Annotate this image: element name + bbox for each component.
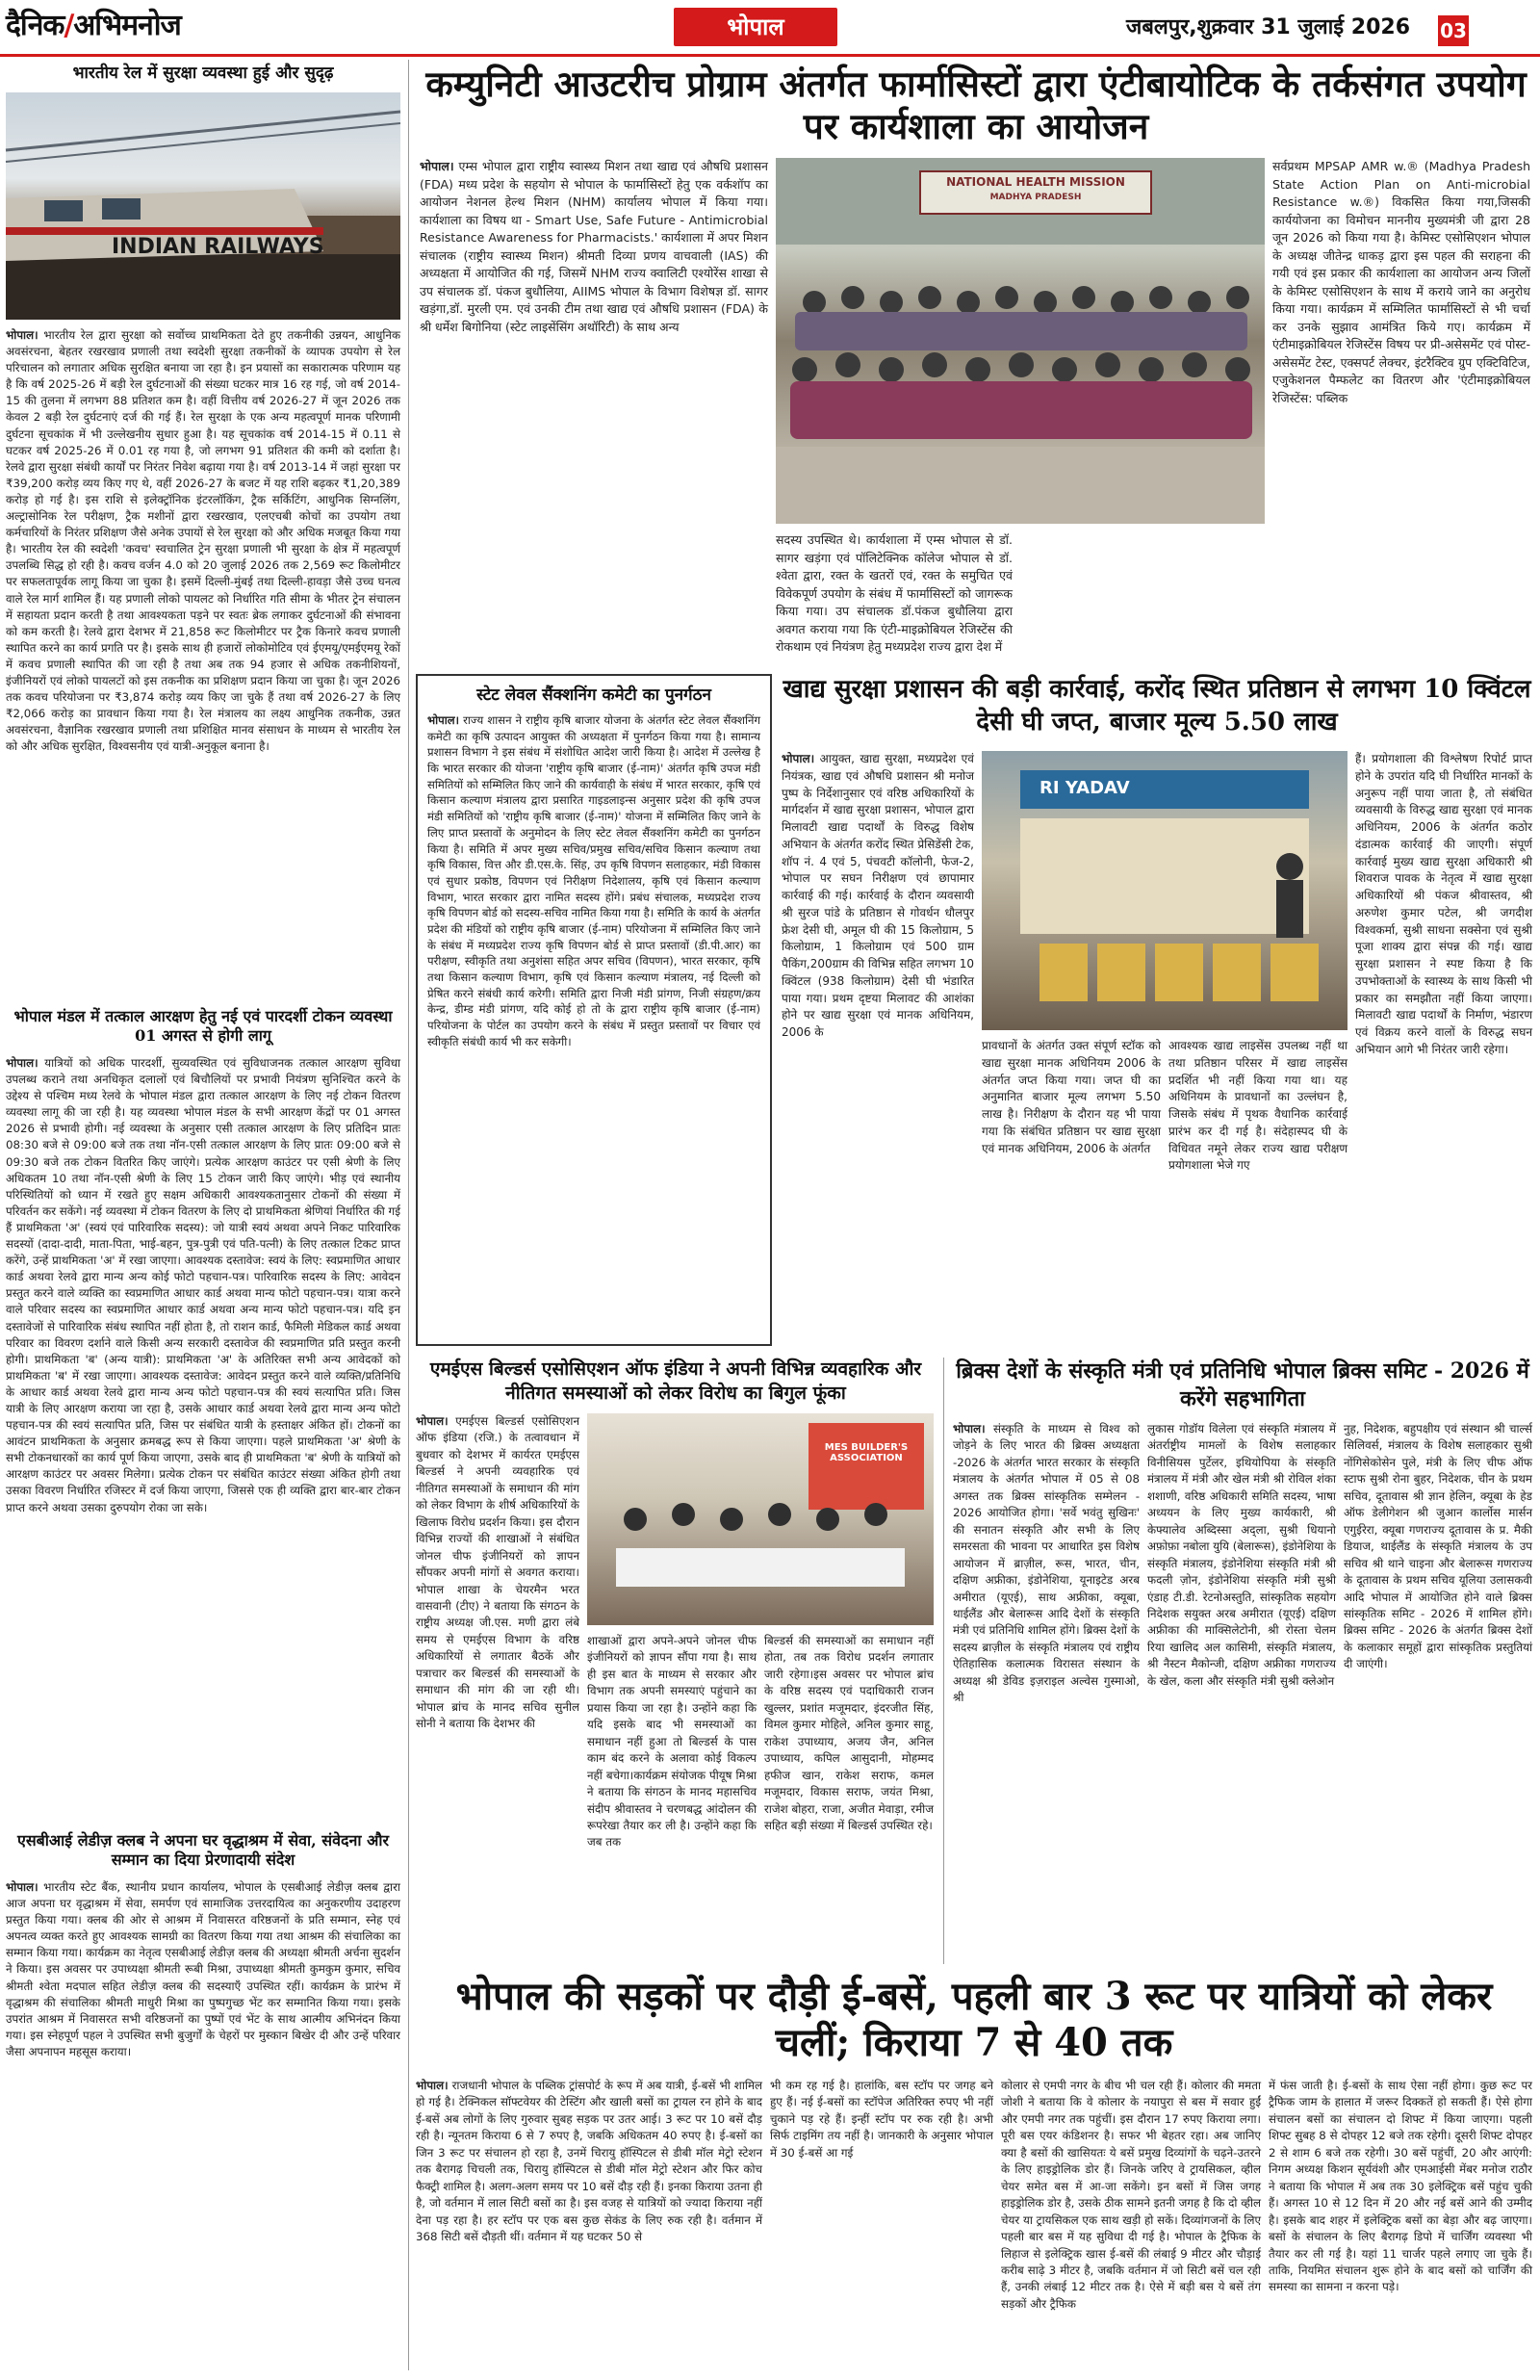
workshop-col1-text: एम्स भोपाल द्वारा राष्ट्रीय स्वास्थ्य मिशन तथा खाद्य एवं औषधि प्रशासन (FDA) मध्य प्रदेश के सहयोग से भोपाल के फार्मासिस्टों हेतु एक वर्कशॉप का आयोजन नेशनल हेल्थ मिशन (NHM) कार्यालय भोपाल में किया गया। कार्यशाला का विषय था - Smart Use, Safe Future - Antimicrobial Resistance Awareness for Pharmacists.' कार्यशाला में अपर मिशन संचालक (राष्ट्रीय स्वास्थ्य मिशन) श्रीमती दिव्या प्रणय वाचवाली (IAS) की अध्यक्षता में आयोजित की गई, जिसमें NHM राज्य क्वालिटी एश्योरेंस शाखा से उप संचालक डॉ. पंकज बुधौलिया, AIIMS भोपाल के विभाग विशेषज्ञ डॉ. सागर खड़ंगा,डॉ. मुरली एम. एवं उनकी टीम तथा खाद्य एवं औषधि प्रशासन (FDA) के श्री धर्मेश बिगोनिया (स्टेट लाइसेंसिंग अथॉरिटी) के साथ अन्य — [420, 159, 768, 334]
workshop-dateline: भोपाल। — [420, 159, 454, 173]
food-col4-text: हैं। प्रयोगशाला की विश्लेषण रिपोर्ट प्राप्त होने के उपरांत यदि घी निर्धारित मानकों के अनुरूप नहीं पाया जाता है, तो संबंधित व्यवसायी के विरुद्ध खाद्य सुरक्षा एवं मानक अधिनियम, 2006 के अंतर्गत कठोर दंडात्मक कार्रवाई की जाएगी। संपूर्ण कार्रवाई मुख्य खाद्य सुरक्षा अधिकारी श्री शिवराज पावक के नेतृत्व में खाद्य सुरक्षा अधिकारियों श्री पंकज श्रीवास्तव, श्री अरुणेश कुमार पटेल, श्री जगदीश विश्वकर्मा, सुश्री साधना सक्सेना एवं सुश्री पूजा शाक्य द्वारा संपन्न की गई। खाद्य सुरक्षा प्रशासन ने स्पष्ट किया है कि उपभोक्ताओं के स्वास्थ्य के साथ किसी भी प्रकार का समझौता नहीं किया जाएगा। मिलावटी खाद्य पदार्थों के निर्माण, भंडारण एवं विक्रय करने वालों के विरुद्ध सघन अभियान आगे भी निरंतर जारी रहेगा। — [1355, 752, 1532, 1056]
shop-raid-illustration — [982, 751, 1348, 1030]
brand-left: दैनिक — [6, 9, 64, 42]
ebus-col5-text: में फंस जाती है। ई-बसों के साथ ऐसा नहीं होगा। कुछ रूट पर ट्रैफिक जाम के हालात में जरूर दिक्कतें हो सकती हैं। ऐसे होगा संचालन बसों का संचालन दो शिफ्ट में किया जाएगा। पहली शिफ्ट सुबह 8 से दोपहर 12 बजे तक रहेगी। दूसरी शिफ्ट दोपहर 2 से शाम 6 बजे तक रहेगी। 30 बसें पहुंचीं, 20 और आएंगी: निगम अध्यक्ष किशन सूर्यवंशी और एमआईसी मेंबर मनोज राठौर ने बताया कि भोपाल में अब तक 30 इलेक्ट्रिक बसें पहुंच चुकी हैं। अगस्त 10 से 12 दिन में 20 और नई बसें आने की उम्मीद है। इसके बाद शहर में इलेक्ट्रिक बसों का बेड़ा और बढ़ जाएगा। बसों के संचालन के लिए बैरागढ़ डिपो में चार्जिंग व्यवस्था भी तैयार कर ली गई है। यहां 11 चार्जर पहले लगाए जा चुके हैं। ताकि, नियमित संचालन शुरू होने के बाद बसों को चार्जिंग की समस्या का सामना न करना पड़े। — [1269, 2079, 1532, 2294]
food-col3-text: आवश्यक खाद्य लाइसेंस उपलब्ध नहीं था तथा प्रतिष्ठान परिसर में खाद्य लाइसेंस प्रदर्शित भी नहीं किया गया था। यह अधिनियम के प्रावधानों का उल्लंघन है, जिसके संबंध में पृथक वैधानिक कार्रवाई प्रारंभ कर दी गई है। संदेहास्पद घी के विधिवत नमूने लेकर राज्य खाद्य परीक्षण प्रयोगशाला भेजे गए — [1168, 1039, 1348, 1173]
builders-banner-text: MES BUILDER'S ASSOCIATION — [824, 1442, 909, 1463]
sbi-dateline: भोपाल। — [6, 1880, 38, 1894]
committee-body-text: राज्य शासन ने राष्ट्रीय कृषि बाजार योजना के अंतर्गत स्टेट लेवल सैंक्शनिंग कमेटी का कृषि उत्पादन आयुक्त की अध्यक्षता में पुनर्गठन किया गया है। सामान्य प्रशासन विभाग ने इस संबंध में संशोधित आदेश जारी किया है। आदेश में उल्लेख है कि भारत सरकार की योजना 'राष्ट्रीय कृषि बाजार (ई-नाम)' अंतर्गत कृषि उपज मंडी समितियों को सम्मिलित किए जाने की कार्यवाही के संबंध में भारत सरकार, कृषि एवं किसान कल्याण मंत्रालय द्वारा प्रसारित गाइडलाइन्स अनुसार प्रदेश की कृषि उपज मंडी समितियों को 'राष्ट्रीय कृषि बाजार (ई-नाम)' योजना में सम्मिलित किए जाने के लिए प्राप्त प्रस्तावों के अनुमोदन के लिए स्टेट लेवल सैंक्शनिंग कमेटी का पुनर्गठन किया है। समिति में अपर मुख्य सचिव/प्रमुख सचिव/सचिव किसान कल्याण तथा कृषि विकास, वित्त और डी.एस.के. सिंह, उप कृषि विपणन सलाहकार, मंडी विकास एवं सुधार प्रकोष्ठ, विपणन एवं निरीक्षण निदेशालय, कृषि एवं किसान कल्याण विभाग, भारत सरकार द्वारा नामित सदस्य होंगे। प्रबंध संचालक, मध्यप्रदेश राज्य कृषि विपणन बोर्ड को सदस्य-सचिव नामित किया गया है। समिति के कार्य के अंतर्गत प्रदेश की मंडियों को राष्ट्रीय कृषि बाजार (ई-नाम) परियोजना में सम्मिलित किए जाने के संबंध में मध्यप्रदेश राज्य कृषि विपणन बोर्ड से प्राप्त प्रस्तावों (डी.पी.आर) का परीक्षण, स्वीकृति तथा अनुशंसा सहित अपर सचिव (विपणन), भारत सरकार, कृषि तथा किसान कल्याण विभाग, कृषि एवं किसान कल्याण मंत्रालय, नई दिल्ली को प्रेषित करने संबंधी कार्य करेगी। समिति द्वारा निजी मंडी प्रांगण, निजी संग्रहण/क्रय केन्द्र, डीम्ड मंडी प्रांगण, यदि कोई हो तो के द्वारा राष्ट्रीय कृषि बाजार (ई-नाम) परियोजना के पोर्टल का उपयोग करने के संबंध में प्रस्तुत प्रस्तावों पर विचार एवं स्वीकृति संबंधी कार्य भी कर सकेगी। — [427, 713, 761, 1048]
food-col-2 — [982, 1038, 1161, 1290]
ebus-col2-text: भी कम रह गई है। हालांकि, बस स्टॉप पर जगह बने हुए हैं। नई ई-बसों का स्टॉपेज अतिरिक्त रुपए भी नहीं चुकाने पड़ रहे हैं। इन्हीं स्टॉप पर रुक रही है। अभी सिर्फ टाइमिंग तय नहीं है। जानकारी के अनुसार भोपाल में 30 ई-बसें आ गई — [770, 2079, 993, 2160]
workshop-col3-text: सर्वप्रथम MPSAP AMR w.® (Madhya Pradesh State Action Plan on Anti-microbial Resistance w.®) विकसित किया गया,जिसकी कार्ययोजना का विमोचन माननीय मुख्यमंत्री जी द्वारा 28 जून 2026 को किया गया है। केमिस्ट एसोसिएशन भोपाल के अध्यक्ष जीतेन्द्र धाकड़ द्वारा इस पहल की सराहना की गयी एवं इस प्रकार की कार्यशाला का आयोजन अन्य जिलों के केमिस्ट एसोसिएशन के साथ में कराये जाने का अनुरोध किया गया। कार्यक्रम में सम्मिलित फार्मासिस्टों से भी चर्चा कर उनके सुझाव आमंत्रित किये गए। कार्यक्रम में एंटीमाइक्रोबियल रेजिस्टेंस विषय पर प्री-असेसमेंट एवं पोस्ट-असेसमेंट टेस्ट, एक्सपर्ट लेक्चर, इंटरैक्टिव ग्रुप एक्टिविटिज, एजुकेशनल पैम्फलेट का वितरण और 'एंटीमाइक्रोबियल रेजिस्टेंस: पब्लिक — [1272, 159, 1530, 405]
brics-col2-text: लुकास गोडॉय विलेला एवं संस्कृति मंत्रालय में अंतर्राष्ट्रीय मामलों के विशेष सलाहकार विनीसियस पुर्टेलर, इथियोपिया के संस्कृति मंत्रालय में मंत्री और खेल मंत्री श्री रोविल शंका शशाणी, वरिष्ठ अधिकारी समिति सदस्य, भाषा अध्ययन के लिए मुख्य कार्यकारी, श्री केफ्यालेव अब्दिस्सा अद्ला, सुश्री धियानो अफ़ोफ़ा नबोला युयि (बेलारूस), इंडोनेशिया के संस्कृति मंत्रालय, इंडोनेशिया संस्कृति मंत्री श्री फदली ज़ोन, इंडोनेशिया संस्कृति मंत्री सुश्री एंडाह टी.डी. रेटनोअस्तुति, सांस्कृतिक सहयोग निदेशक सयुक्त अरब अमीरात (यूएई) दक्षिण अफ्रीका की माक्सिलेटोनी, श्री रोस्ता चेलम रिया खालिद अल कासिमी, संस्कृति मंत्रालय, श्री नैस्टन मैकोन्जी, दक्षिण अफ्रीका गणराज्य के खेल, कला और संस्कृति मंत्री सुश्री क्लेओन — [1147, 1422, 1336, 1688]
ebus-col-5 — [1269, 2078, 1532, 2367]
builders-col-2 — [587, 1633, 757, 1962]
committee-dateline: भोपाल। — [427, 713, 459, 727]
committee-headline: स्टेट लेवल सैंक्शनिंग कमेटी का पुनर्गठन — [476, 686, 711, 705]
brics-col1-text: संस्कृति के माध्यम से विश्व को जोड़ने के लिए भारत की ब्रिक्स अध्यक्षता -2026 के अंतर्गत भारत सरकार के संस्कृति मंत्रालय के अंतर्गत भोपाल में 05 से 08 अगस्त तक ब्रिक्स सांस्कृतिक सम्मेलन - 2026 आयोजित होगा। 'सर्वे भवंतु सुखिनः' की सनातन संस्कृति और सभी के लिए समरसता की भावना पर आधारित इस विशेष आयोजन में ब्राज़ील, रूस, भारत, चीन, दक्षिण अफ्रीका, इंडोनेशिया, यूनाइटेड अरब अमीरात (यूएई), साथ अफ्रीका, क्यूबा, थाईलैंड और बेलारूस आदि देशों के संस्कृति मंत्री एवं प्रतिनिधि शामिल होंगे। ब्रिक्स देशों के सदस्य ब्राज़ील के संस्कृति मंत्रालय एवं राष्ट्रीय ऐतिहासिक कलात्मक विरासत संस्थान के अध्यक्ष श्री डेविड इज़राइल अल्वेस गुस्माओ, श्री — [953, 1422, 1140, 1705]
workshop-col-1 — [420, 158, 768, 660]
rail-headline: भारतीय रेल में सुरक्षा व्यवस्था हुई और सुदृढ़ — [72, 64, 334, 83]
sbi-article-body — [6, 1879, 400, 2370]
masthead — [0, 0, 1540, 56]
builders-headline: एमईएस बिल्डर्स एसोसिएशन ऑफ इंडिया ने अपनी विभिन्न व्यवहारिक और नीतिगत समस्याओं को लेकर विरोध का बिगुल फूंका — [429, 1358, 922, 1404]
column-rule — [408, 60, 409, 2370]
ebus-dateline: भोपाल। — [416, 2079, 449, 2092]
masthead-rule — [0, 54, 1540, 57]
builders-col3-text: बिल्डर्स की समस्याओं का समाधान नहीं होता, तब तक विरोध प्रदर्शन लगातार जारी रहेगा।इस अवसर पर भोपाल ब्रांच के वरिष्ठ सदस्य एवं पदाधिकारी राजन खुल्लर, प्रशांत मजूमदार, इंदरजीत सिंह, विमल कुमार मोहिले, अनिल कुमार साहू, राकेश उपाध्याय, अजय जैन, अनिल उपाध्याय, कपिल आसुदानी, मोहम्मद हफीज खान, राकेश सराफ, कमल मजूमदार, विकास सराफ, जयंत मिश्रा, राजेश बोहरा, राजा, अजीत मेवाड़ा, रमीज सहित बड़ी संख्या में बिल्डर्स उपस्थित रहे। — [764, 1634, 934, 1832]
builders-col-3 — [764, 1633, 934, 1962]
brand-right: अभिमनोज — [73, 9, 181, 42]
food-photo — [982, 751, 1348, 1030]
ebus-headline: भोपाल की सड़कों पर दौड़ी ई-बसें, पहली बार 3 रूट पर यात्रियों को लेकर चलीं; किराया 7 से 40 तक — [455, 1974, 1493, 2065]
food-col1-text: आयुक्त, खाद्य सुरक्षा, मध्यप्रदेश एवं नियंत्रक, खाद्य एवं औषधि प्रशासन श्री मनोज पुष्प के निर्देशानुसार एवं वरिष्ठ अधिकारियों के मार्गदर्शन में खाद्य सुरक्षा प्रशासन, भोपाल द्वारा मिलावटी खाद्य पदार्थों के विरुद्ध विशेष अभियान के अंतर्गत करोंद स्थित प्रेसिडेंसी टेक, शॉप नं. 4 एवं 5, पंचवटी कॉलोनी, फेज-2, भोपाल पर सघन निरीक्षण एवं छापामार कार्रवाई की गई। कार्रवाई के दौरान व्यवसायी श्री सुरज पांडे के प्रतिष्ठान से गोवर्धन धौलपुर फ्रेश देसी घी, अमूल घी की 15 किलोग्राम, 5 किलोग्राम, 1 किलोग्राम एवं 500 ग्राम पैकिंग,200ग्राम की विभिन्न सहित लगभग 10 क्विंटल (938 किलोग्राम) देसी घी भंडारित पाया गया। प्रथम दृष्टया मिलावट की आशंका होने पर खाद्य सुरक्षा एवं मानक अधिनियम, 2006 के — [782, 752, 974, 1039]
food-col-3 — [1168, 1038, 1348, 1290]
rail-article-body — [6, 327, 400, 1003]
food-headline: खाद्य सुरक्षा प्रशासन की बड़ी कार्रवाई, करोंद स्थित प्रतिष्ठान से लगभग 10 क्विंटल देसी घी जप्त, बाजार मूल्य 5.50 लाख — [783, 675, 1531, 737]
brics-dateline: भोपाल। — [953, 1422, 986, 1436]
photo-banner-text: NATIONAL HEALTH MISSION — [946, 175, 1125, 189]
workshop-col2-text: सदस्य उपस्थित थे। कार्यशाला में एम्स भोपाल से डॉ. सागर खड़ंगा एवं पॉलिटेक्निक कॉलेज भोपाल से डॉ. श्वेता द्वारा, रक्त के खतरों एवं, रक्त के समुचित एवं विवेकपूर्ण उपयोग के संबंध में फार्मासिस्टों को जागरूक किया गया। उप संचालक डॉ.पंकज बुधौलिया द्वारा अवगत कराया गया कि एंटी-माइक्रोबियल रेजिस्टेंस की रोकथाम एवं नियंत्रण हेतु मध्यप्रदेश राज्य द्वारा देश में — [776, 532, 1013, 654]
tatkal-dateline: भोपाल। — [6, 1056, 38, 1070]
sbi-headline: एसबीआई लेडीज़ क्लब ने अपना घर वृद्धाश्रम में सेवा, संवेदना और सम्मान का दिया प्रेरणादायी संदेश — [16, 1831, 390, 1869]
ebus-col-4 — [1001, 2078, 1261, 2367]
builders-col2-text: शाखाओं द्वारा अपने-अपने जोनल चीफ इंजीनियरों को ज्ञापन सौंपा गया है। साथ ही इस बात के माध्यम से सरकार और विभाग तक अपनी समस्याएं पहुंचाने का प्रयास किया जा रहा है। उन्होंने कहा कि यदि इसके बाद भी समस्याओं का समाधान नहीं हुआ तो बिल्डर्स के पास काम बंद करने के अलावा कोई विकल्प नहीं बचेगा।कार्यक्रम संयोजक पीयूष मिश्रा ने बताया कि संगठन के मानद महासचिव संदीप श्रीवास्तव ने चरणबद्ध आंदोलन की रूपरेखा तैयार कर ली है। उन्होंने कहा कि जब तक — [587, 1634, 757, 1850]
workshop-col-2b — [1018, 531, 1265, 660]
sbi-body-text: भारतीय स्टेट बैंक, स्थानीय प्रधान कार्यालय, भोपाल के एसबीआई लेडीज़ क्लब द्वारा आज अपना घर वृद्धाश्रम में सेवा, समर्पण एवं सामाजिक उत्तरदायित्व का अनुकरणीय उदाहरण प्रस्तुत किया गया। क्लब की ओर से आश्रम में निवासरत वरिष्ठजनों के प्रति सम्मान, स्नेह एवं अपनत्व व्यक्त करते हुए आवश्यक सामग्री का वितरण किया गया तथा आश्रम की संचालिका का सम्मान किया गया। कार्यक्रम का नेतृत्व एसबीआई लेडीज़ क्लब की अध्यक्षा श्रीमती अर्चना सुदर्शन ने किया। इस अवसर पर उपाध्यक्षा श्रीमती रूबी मिश्रा, उपाध्यक्षा श्रीमती कुमकुम कुमार, सचिव श्रीमती श्वेता मदपाल सहित लेडीज़ क्लब की सदस्याएँ उपस्थित रहीं। कार्यक्रम के प्रारंभ में वृद्धाश्रम की संचालिका श्रीमती माधुरी मिश्रा का पुष्पगुच्छ भेंट कर सम्मानित किया गया। इसके उपरांत आश्रम में निवासरत सभी वरिष्ठजनों का पुष्पों एवं भेंट के साथ आत्मीय अभिनंदन किया गया। इस स्नेहपूर्ण पहल ने उपस्थित सभी बुजुर्गों के चेहरों पर मुस्कान बिखेर दी और उन्हें परिवार जैसा अपनापन महसूस कराया। — [6, 1880, 400, 2058]
brand-slash: / — [64, 9, 74, 42]
page-dateline: जबलपुर,शुक्रवार 31 जुलाई 2026 — [1126, 15, 1411, 39]
shop-sign-text: RI YADAV — [1040, 778, 1130, 798]
column-rule — [943, 1358, 944, 1964]
builders-col1-text: एमईएस बिल्डर्स एसोसिएशन ऑफ इंडिया (रजि.) के तत्वावधान में बुधवार को देशभर में कार्यरत एमईएस बिल्डर्स ने अपनी व्यवहारिक एवं नीतिगत समस्याओं के समाधान की मांग को लेकर विभाग के शीर्ष अधिकारियों के खिलाफ विरोध प्रदर्शन किया। इस दौरान विभिन्न राज्यों की शाखाओं ने संबंधित जोनल चीफ इंजीनियरों को ज्ञापन सौंपकर अपनी मांगों से अवगत कराया। भोपाल शाखा के चेयरमैन भरत वासवानी (टीए) ने बताया कि संगठन के राष्ट्रीय अध्यक्ष जी.एस. मणी द्वारा लंबे समय से एमईएस विभाग के वरिष्ठ अधिकारियों से लगातार बैठकें और पत्राचार कर बिल्डर्स की समस्याओं के समाधान की मांग की जा रही थी। भोपाल ब्रांच के मानद सचिव सुनील सोनी ने बताया कि देशभर की — [416, 1414, 580, 1731]
food-dateline: भोपाल। — [782, 752, 815, 765]
train-illustration — [6, 92, 400, 320]
photo-sign-text: INDIAN RAILWAYS — [112, 235, 324, 259]
brics-col3-text: नुह, निदेशक, बहुपक्षीय एवं संस्थान श्री चार्ल्स सिलिवर्स, मंत्रालय के विशेष सलाहकार सुश्री नोंगिसेकोसेन पुले, मंत्री के लिए चीफ ऑफ स्टाफ सुश्री रोना बुहर, निदेशक, चीन के प्रथम सचिव, दूतावास श्री ज्ञान हेलिन, क्यूबा के हेड ऑफ डेलीगेशन श्री जुआन कार्लोस मार्सन एगुईरेरा, क्यूबा गणराज्य दूतावास के प्र. मैकी डियाज, थाईलैंड के संस्कृति मंत्रालय के उप सचिव श्री थाने चाइना और बेलारूस गणराज्य के दूतावास के प्रथम सचिव यूलिया उलासकवी आदि भोपाल में आयोजित होने वाले ब्रिक्स सांस्कृतिक समिट - 2026 में शामिल होंगे। ब्रिक्स समिट - 2026 के अंतर्गत ब्रिक्स देशों के कलाकार समूहों द्वारा सांस्कृतिक प्रस्तुतियां दी जाएंगी। — [1344, 1422, 1532, 1671]
ebus-col-2 — [770, 2078, 993, 2367]
ebus-col4-text: कोलार से एमपी नगर के बीच भी चल रही हैं। कोलार की ममता जोशी ने बताया कि वे कोलार के नयापुरा से बस में सवार हुईं और एमपी नगर तक पहुंचीं। इस दौरान 17 रुपए किराया लगा। पूरी बस एयर कंडिशनर है। सफर भी बेहतर रहा। अब जानिए क्या है बसों की खासियतः ये बसें प्रमुख दिव्यांगों के चढ़ने-उतरने के लिए हाइड्रोलिक डोर हैं। जिनके जरिए वे ट्रायसिकल, व्हील चेयर समेत बस में आ-जा सकेंगे। इन बसों में जिस जगह हाइड्रोलिक डोर है, उसके ठीक सामने इतनी जगह है कि दो व्हील चेयर या ट्रायसिकल एक साथ खड़ी हो सकें। दिव्यांगजनों के लिए पहली बार बस में यह सुविधा दी गई है। भोपाल के ट्रैफिक के लिहाज से इलेक्ट्रिक खास ई-बसें की लंबाई 9 मीटर और चौड़ाई करीब साढ़े 3 मीटर है, जबकि वर्तमान में जो सिटी बसें चल रही हैं, उनकी लंबाई 12 मीटर तक है। ऐसे में बड़ी बस ये बसें तंग सड़कों और ट्रैफिक — [1001, 2079, 1261, 2311]
tatkal-article-body — [6, 1055, 400, 1827]
workshop-col-2a — [776, 531, 1013, 660]
ebus-col1-text: राजधानी भोपाल के पब्लिक ट्रांसपोर्ट के रूप में अब यात्री, ई-बसें भी शामिल हो गई है। टेक्निकल सॉफ्टवेयर की टेस्टिंग और खाली बसों का ट्रायल रन होने के बाद ई-बसें अब लोगों के लिए गुरुवार सुबह सड़क पर उतर आई। 3 रूट पर 10 बसें दौड़ रही है। न्यूनतम किराया 6 से 7 रुपए है, जबकि अधिकतम 40 रुपए है। ई-बसों का जिन 3 रूट पर संचालन हो रहा है, उनमें चिरायु हॉस्पिटल से डीबी मॉल मेट्रो स्टेशन तक बैरागढ़ चिचली तक, चिरायु हॉस्पिटल से डीबी मॉल मेट्रो स्टेशन और फिर कोच फैक्ट्री शामिल है। अलग-अलग समय पर 10 बसें दौड़ रही हैं। इनका किराया उतना ही है, जो वर्तमान में लाल सिटी बसों का है। इस वजह से यात्रियों को ज्यादा किराया नहीं देना पड़ रहा है। हर स्टॉप पर एक बस कुछ सेकंड के लिए रुक रही है। वर्तमान में 368 सिटी बसें दौड़ती थीं। वर्तमान में यह घटकर 50 से — [416, 2079, 762, 2244]
brics-headline: ब्रिक्स देशों के संस्कृति मंत्री एवं प्रतिनिधि भोपाल ब्रिक्स समिट - 2026 में करेंगे सहभागिता — [956, 1358, 1529, 1411]
rail-photo — [6, 92, 400, 320]
rail-dateline: भोपाल। — [6, 328, 38, 342]
ebus-col-1 — [416, 2078, 762, 2244]
section-tag: भोपाल — [674, 8, 837, 46]
workshop-photo — [776, 158, 1265, 524]
brics-col-3 — [1344, 1421, 1532, 1962]
group-photo-illustration — [776, 158, 1265, 524]
workshop-headline: कम्युनिटी आउटरीच प्रोग्राम अंतर्गत फार्मासिस्टों द्वारा एंटीबायोटिक के तर्कसंगत उपयोग पर कार्यशाला का आयोजन — [425, 63, 1527, 147]
food-col-1 — [782, 751, 974, 1290]
builders-dateline: भोपाल। — [416, 1414, 449, 1428]
committee-article-body — [427, 712, 760, 1336]
tatkal-body-text: यात्रियों को अधिक पारदर्शी, सुव्यवस्थित एवं सुविधाजनक तत्काल आरक्षण सुविधा उपलब्ध कराने तथा अनधिकृत दलालों एवं बिचौलियों पर प्रभावी नियंत्रण सुनिश्चित करने के उद्देश्य से पश्चिम मध्य रेलवे के भोपाल मंडल द्वारा तत्काल आरक्षण के लिए नई टोकन वितरण व्यवस्था लागू की जा रही है। यह व्यवस्था भोपाल मंडल के सभी आरक्षण केंद्रों पर 01 अगस्त 2026 से प्रभावी होगी। नई व्यवस्था के अनुसार एसी तत्काल आरक्षण के लिए प्रतिदिन प्रातः 08:30 बजे से 09:00 बजे तक तथा नॉन-एसी तत्काल आरक्षण के लिए प्रातः 09:00 बजे से 09:30 बजे तक टोकन वितरित किए जाएंगे। प्रत्येक आरक्षण काउंटर पर एसी श्रेणी के लिए अधिकतम 10 तथा नॉन-एसी श्रेणी के लिए 15 टोकन जारी किए जाएंगे। भीड़ एवं स्थानीय परिस्थितियों को ध्यान में रखते हुए सक्षम अधिकारी आवश्यकतानुसार टोकनों की संख्या में परिवर्तन कर सकेंगे। नई व्यवस्था में टोकन वितरण के लिए दो प्राथमिकता श्रेणियां निर्धारित की गई हैं प्राथमिकता 'अ' (स्वयं एवं पारिवारिक सदस्य): जो यात्री स्वयं अथवा अपने निकट पारिवारिक सदस्यों (दादा-दादी, माता-पिता, भाई-बहन, पुत्र-पुत्री एवं पति-पत्नी) के लिए तत्काल टिकट प्राप्त करेंगे, उन्हें प्राथमिकता 'अ' में रखा जाएगा। आवश्यक दस्तावेज: स्वयं के लिए: स्वप्रमाणित आधार कार्ड अथवा रेलवे द्वारा मान्य अन्य कोई फोटो पहचान-पत्र। पारिवारिक सदस्य के लिए: आवेदन प्रस्तुत करने वाले व्यक्ति का स्वप्रमाणित आधार कार्ड अथवा मान्य फोटो पहचान-पत्र। यात्रा करने वाले परिवार सदस्य का स्वप्रमाणित आधार कार्ड अथवा अन्य मान्य फोटो पहचान-पत्र। यदि इन दस्तावेजों से पारिवारिक संबंध स्थापित नहीं होता है, तो राशन कार्ड, फैमिली मेडिकल कार्ड अथवा परिवार का विवरण दर्शाने वाले किसी अन्य सरकारी दस्तावेज की स्वप्रमाणित प्रति प्रस्तुत करनी होगी। प्राथमिकता 'ब' (अन्य यात्री): प्राथमिकता 'अ' के अतिरिक्त सभी अन्य आवेदकों को प्राथमिकता 'ब' में रखा जाएगा। आवश्यक दस्तावेज: आवेदन प्रस्तुत करने वाले व्यक्ति/प्रतिनिधि के आधार कार्ड अथवा रेलवे द्वारा मान्य अन्य फोटो पहचान-पत्र की स्वयं सत्यापित प्रति। जिस यात्री के लिए आरक्षण कराया जा रहा है, उसके आधार कार्ड अथवा रेलवे द्वारा मान्य अन्य फोटो पहचान-पत्र की स्वयं सत्यापित प्रति, जिस पर संबंधित यात्री के हस्ताक्षर अंकित हों। टोकनों का आवंटन प्राथमिकता के अनुसार क्रमबद्ध रूप से किया जाएगा। पहले प्राथमिकता 'अ' श्रेणी के सभी टोकनधारकों का कार्य पूर्ण किया जाएगा, उसके बाद ही प्राथमिकता 'ब' श्रेणी के यात्रियों को आरक्षण काउंटर पर अवसर मिलेगा। प्रत्येक टोकन पर संबंधित काउंटर संख्या अंकित होगी तथा उसका विवरण निर्धारित रजिस्टर में दर्ज किया जाएगा, जिससे एक ही व्यक्ति द्वारा बार-बार टोकन प्राप्त करने अथवा उसका दुरुपयोग रोका जा सके। — [6, 1056, 401, 1514]
builders-photo — [587, 1413, 934, 1625]
brics-col-1 — [953, 1421, 1140, 1962]
page-number: 03 — [1438, 15, 1469, 46]
newspaper-brand — [6, 4, 181, 43]
food-col-4 — [1355, 751, 1532, 1290]
builders-col-1 — [416, 1413, 579, 1962]
tatkal-headline: भोपाल मंडल में तत्काल आरक्षण हेतु नई एवं पारदर्शी टोकन व्यवस्था 01 अगस्त से होगी लागू — [13, 1007, 393, 1045]
food-col2-text: प्रावधानों के अंतर्गत उक्त संपूर्ण स्टॉक को खाद्य सुरक्षा मानक अधिनियम 2006 के अंतर्गत जप्त किया गया। जप्त घी का अनुमानित बाजार मूल्य लगभग 5.50 लाख है। निरीक्षण के दौरान यह भी पाया गया कि संबंधित प्रतिष्ठान पर खाद्य सुरक्षा एवं मानक अधिनियम, 2006 के अंतर्गत — [982, 1039, 1161, 1155]
rail-body-text: भारतीय रेल द्वारा सुरक्षा को सर्वोच्च प्राथमिकता देते हुए तकनीकी उन्नयन, आधुनिक अवसंरचना, बेहतर रखरखाव प्रणाली तथा स्वदेशी सुरक्षा तकनीकों के व्यापक उपयोग से रेल परिचालन को लगातार अधिक सुरक्षित बनाया जा रहा है। इन प्रयासों का सकारात्मक परिणाम यह है कि वर्ष 2025-26 में बड़ी रेल दुर्घटनाओं की संख्या घटकर मात्र 16 रह गई, जो वर्ष 2014-15 की तुलना में लगभग 88 प्रतिशत कम है। वहीं वित्तीय वर्ष 2026-27 में जून 2026 तक केवल 2 बड़ी रेल दुर्घटनाएं दर्ज की गई हैं। रेल सुरक्षा के एक अन्य महत्वपूर्ण मानक परिणामी दुर्घटना सूचकांक में भी उल्लेखनीय सुधार हुआ है। यह सूचकांक वर्ष 2014-15 में 0.11 से घटकर वर्ष 2025-26 में 0.01 रह गया है, जो लगभग 91 प्रतिशत की कमी को दर्शाता है। रेलवे द्वारा सुरक्षा संबंधी कार्यों पर निरंतर निवेश बढ़ाया गया है। वर्ष 2013-14 में जहां सुरक्षा पर ₹39,200 करोड़ व्यय किए गए थे, वहीं 2026-27 के बजट में यह राशि बढ़कर ₹1,20,389 करोड़ हो गई है। इस राशि से इलेक्ट्रॉनिक इंटरलॉकिंग, ट्रैक सर्किटिंग, आधुनिक सिग्नलिंग, अल्ट्रासोनिक रेल परीक्षण, ट्रैक मशीनों द्वारा रखरखाव, एलएचबी कोचों का उपयोग तथा कर्मचारियों के निरंतर प्रशिक्षण जैसे अनेक उपायों से रेल सुरक्षा को और अधिक मजबूत किया गया है। भारतीय रेल की स्वदेशी 'कवच' स्वचालित ट्रेन सुरक्षा प्रणाली भी सुरक्षा के क्षेत्र में महत्वपूर्ण उपलब्धि सिद्ध हो रही है। कवच वर्जन 4.0 को 20 जुलाई 2026 तक 2,569 रूट किलोमीटर पर सफलतापूर्वक लागू किया जा चुका है। इसमें दिल्ली-मुंबई तथा दिल्ली-हावड़ा जैसे उच्च घनत्व वाले रेल मार्ग शामिल हैं। यह प्रणाली लोको पायलट को निर्धारित गति सीमा के भीतर ट्रेन संचालन में सहायता प्रदान करती है तथा आवश्यकता पड़ने पर स्वतः ब्रेक लगाकर दुर्घटनाओं की संभावना को कम करती है। रेलवे द्वारा देशभर में 21,858 रूट किलोमीटर पर ट्रैक किनारे कवच प्रणाली स्थापित करने का कार्य प्रगति पर है। इसके साथ ही हजारों लोकोमोटिव एवं ईएमयू/एमईएमयू रेकों में कवच प्रणाली स्थापित की जा रही है तथा अब तक 94 हजार से अधिक तकनीशियनों, इंजीनियरों एवं लोको पायलटों को इस तकनीक का प्रशिक्षण प्रदान किया जा चुका है। जून 2026 तक कवच परियोजना पर ₹3,874 करोड़ व्यय किए जा चुके हैं तथा वर्ष 2026-27 के लिए ₹2,066 करोड़ का प्रावधान किया गया है। रेल मंत्रालय का लक्ष्य आधुनिक तकनीक, उन्नत अवसंरचना, वैज्ञानिक रखरखाव प्रणाली तथा प्रशिक्षित मानव संसाधन के माध्यम से भारतीय रेल को और अधिक सुरक्षित, विश्वसनीय एवं यात्री-अनुकूल बनाना है। — [6, 328, 400, 754]
brics-col-2 — [1147, 1421, 1336, 1962]
workshop-col-3 — [1272, 158, 1530, 660]
photo-banner-subtext: MADHYA PRADESH — [989, 193, 1082, 202]
